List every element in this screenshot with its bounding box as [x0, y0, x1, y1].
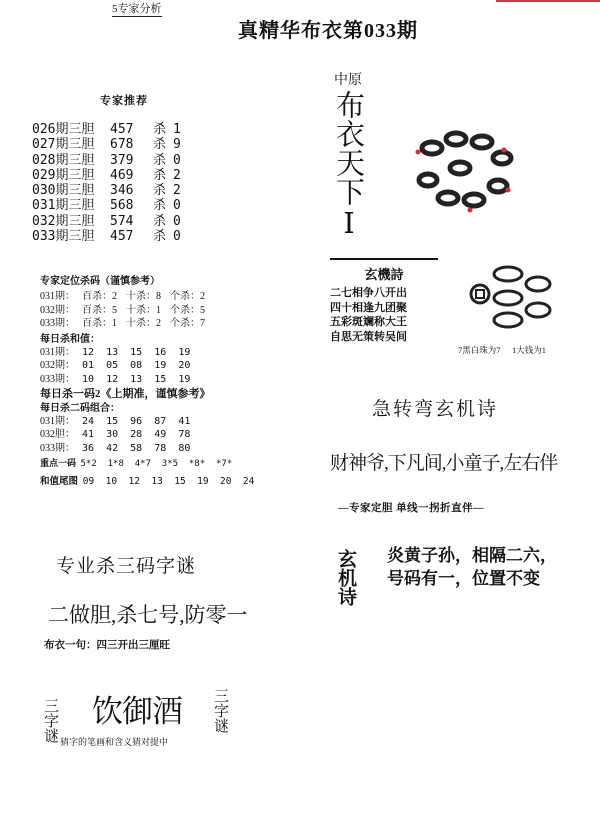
numbers-cell: 457 — [110, 122, 134, 137]
sum-tail-row — [40, 475, 254, 489]
kill-value-cell: 2 — [173, 167, 181, 183]
single-line-heading: —专家定胆 单线一拐折直伴— — [338, 503, 485, 514]
list-item — [40, 373, 254, 386]
yanhuang-line-2: 号码有一，位置不变 — [387, 569, 540, 588]
list-item — [40, 428, 254, 441]
page-title: 真精华布衣第033期 — [238, 20, 418, 42]
list-item — [40, 290, 254, 303]
row-values: 36 42 58 78 80 — [82, 442, 191, 454]
position-kill-heading: 专家定位杀码（谨慎参考） — [40, 276, 160, 287]
list-item — [40, 346, 254, 359]
row-issue: 033期： — [40, 442, 75, 454]
hurry-poem-title: 急转弯玄机诗 — [372, 399, 499, 420]
issue-cell: 030期三胆 — [32, 183, 95, 199]
kill-label-cell: 杀 — [153, 183, 167, 199]
vertical-title-text: 布衣天下Ⅰ — [332, 90, 364, 240]
issue-cell: 029期三胆 — [32, 167, 95, 183]
kill-value-cell: 0 — [173, 152, 181, 168]
caishen-line: 财神爷,下凡间,小童子,左右伴 — [330, 453, 558, 474]
issue-cell: 031期三胆 — [32, 198, 95, 214]
position-kill-b: 十杀：2 — [126, 318, 161, 330]
top-rule — [496, 0, 600, 2]
row-issue: 032期： — [40, 360, 75, 372]
numbers-cell: 469 — [110, 167, 134, 183]
riddle-hint: 猜字的笔画和含义猜对提中 — [60, 737, 169, 747]
numbers-cell: 457 — [110, 229, 134, 245]
table-row — [32, 168, 181, 183]
table-row — [32, 198, 181, 213]
position-kill-a: 百杀：1 — [82, 318, 117, 330]
row-issue: 031期： — [40, 347, 75, 359]
position-kill-b: 十杀：1 — [126, 304, 161, 316]
table-row — [32, 214, 181, 229]
position-kill-a: 百杀：2 — [82, 291, 117, 303]
position-kill-c: 个杀：7 — [170, 318, 205, 330]
riddle-word: 饮御酒 — [92, 694, 182, 729]
mystic-poem-line: 二七相争八开出 — [330, 287, 407, 299]
key-code-values: 5*2 1*8 4*7 3*5 *8* *7* — [80, 459, 233, 470]
kill-value-cell: 0 — [173, 198, 181, 214]
cloth-saying: 布衣一句：四三开出三厘旺 — [44, 640, 170, 651]
row-issue: 033期： — [40, 373, 75, 385]
mystic-poem-title: 玄機詩 — [364, 267, 404, 282]
key-code-row — [40, 457, 254, 471]
daily-pair-rows — [40, 415, 254, 455]
vertical-brand-title — [328, 72, 368, 240]
riddle-label-left: 三字谜 — [42, 698, 58, 743]
caption-left: 7黑白珠为7 — [458, 345, 501, 355]
row-values: 24 15 96 87 41 — [82, 416, 191, 428]
source-tag: 5专家分析 — [112, 0, 162, 17]
list-item — [40, 317, 254, 330]
mystic-poem-line: 五彩斑斓称大王 — [330, 316, 407, 329]
position-kill-c: 个杀：2 — [170, 291, 205, 303]
kill-label-cell: 杀 — [153, 213, 167, 229]
mystic-poem-lines — [330, 286, 438, 344]
numbers-cell: 346 — [110, 183, 134, 199]
kill-value-cell: 2 — [173, 183, 181, 199]
table-row — [32, 229, 181, 244]
key-code-label: 重点一码 — [40, 458, 77, 469]
kill-value-cell: 0 — [173, 229, 181, 245]
kill-code-block — [40, 275, 254, 489]
sum-tail-label: 和值尾图 — [40, 476, 79, 487]
position-kill-issue: 031期： — [40, 291, 75, 303]
numbers-cell: 379 — [110, 152, 134, 168]
position-kill-issue: 033期： — [40, 318, 75, 330]
table-row — [32, 153, 181, 168]
position-kill-a: 百杀：5 — [82, 304, 117, 316]
numbers-cell: 574 — [110, 213, 134, 229]
list-item — [40, 415, 254, 428]
position-kill-issue: 032期： — [40, 304, 75, 316]
row-issue: 031期： — [40, 416, 75, 428]
kill3-heading: 专业杀三码字谜 — [56, 556, 197, 577]
list-item — [40, 359, 254, 372]
numbers-cell: 568 — [110, 198, 134, 214]
xuanji-vertical-title: 玄机诗 — [335, 549, 356, 606]
position-kill-c: 个杀：5 — [170, 304, 205, 316]
position-kill-rows — [40, 290, 254, 330]
kill-label-cell: 杀 — [153, 167, 167, 183]
kill3-answer-line: 二做胆,杀七号,防零一 — [48, 603, 248, 627]
daily-sum-heading: 每日杀和值： — [40, 333, 100, 345]
bead-rings — [419, 133, 511, 206]
issue-cell: 026期三胆 — [32, 122, 95, 137]
list-item — [40, 304, 254, 317]
daily-sum-rows — [40, 346, 254, 386]
coins-and-rings-illustration — [466, 262, 556, 334]
row-issue: 032胆： — [40, 429, 75, 441]
sum-tail-values: 09 10 12 13 15 19 20 24 — [82, 475, 255, 487]
vertical-small-label: 中原 — [334, 73, 362, 88]
issue-cell: 027期三胆 — [32, 137, 95, 153]
position-kill-b: 十杀：8 — [126, 291, 161, 303]
kill-value-cell: 0 — [173, 213, 181, 229]
numbers-cell: 678 — [110, 137, 134, 153]
mystic-poem-box — [330, 258, 438, 344]
expert-pick-heading: 专家推荐 — [100, 95, 148, 107]
daily-pair-heading: 每日杀二码组合： — [40, 402, 120, 414]
caption-right: 1大钱为1 — [512, 345, 547, 355]
table-row — [32, 183, 181, 198]
mystic-poem-line: 四十相逢九团聚 — [330, 301, 407, 314]
triple-dan-table — [32, 122, 181, 244]
table-row — [32, 122, 181, 137]
kill-label-cell: 杀 — [153, 152, 167, 168]
table-row — [32, 137, 181, 152]
kill-value-cell: 9 — [173, 137, 181, 153]
kill-label-cell: 杀 — [153, 198, 167, 214]
mystic-poem-line: 自思无策转吴间 — [330, 330, 407, 343]
chain-beads-illustration — [408, 124, 524, 224]
row-values: 12 13 15 16 19 — [82, 347, 191, 359]
kill-value-cell: 1 — [173, 122, 181, 137]
kill-label-cell: 杀 — [153, 122, 167, 137]
riddle-label-right: 三字谜 — [212, 688, 228, 733]
list-item — [40, 442, 254, 455]
issue-cell: 033期三胆 — [32, 229, 95, 245]
row-values: 01 05 08 19 20 — [82, 360, 191, 372]
coin-hole — [476, 290, 484, 298]
row-values: 41 30 28 49 78 — [82, 429, 191, 441]
issue-cell: 028期三胆 — [32, 152, 95, 168]
daily-one-heading: 每日杀一码2《上期准，谨慎参考》 — [40, 388, 211, 401]
issue-cell: 032期三胆 — [32, 213, 95, 229]
kill-label-cell: 杀 — [153, 229, 167, 245]
yanhuang-line-1: 炎黄子孙，相隔二六， — [387, 546, 557, 565]
kill-label-cell: 杀 — [153, 137, 167, 153]
row-values: 10 12 13 15 19 — [82, 373, 191, 385]
